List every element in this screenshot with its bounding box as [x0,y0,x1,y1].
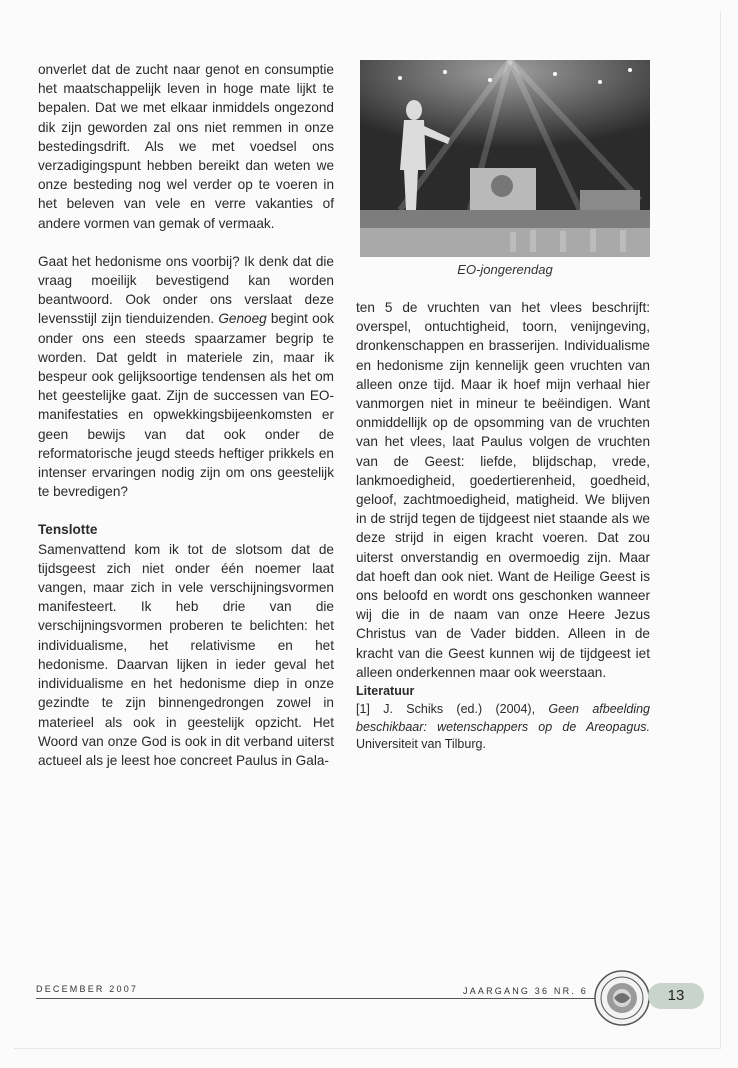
stage-photo-graphic [360,60,650,257]
paragraph-conclusion: Samenvattend kom ik tot de slotsom dat de tijdsgeest zich niet onder één noemer laat vangen, maar zich in vele verschijningsvormen manifesteert. Ik heb drie van die verschijningsvormen proberen te belichten: het individualisme, het relativisme en het hedonisme. Daarvan lijken in ieder geval het individualisme en het hedonisme diep in onze gezindte te zijn binnengedrongen zowel in materieel als ook in geestelijk opzicht. Het Woord van onze God is ook in dit verband uiterst actueel als je leest hoe concreet Paulus in Gala- [38,541,334,768]
literature-author: [1] J. Schiks (ed.) (2004), [356,702,549,717]
photo-caption: EO-jongerendag [457,262,553,277]
paragraph-consumption: onverlet dat de zucht naar genot en consumptie het maatschappelijk leven in hoge mate lijkt te bepalen. Dat we met elkaar inmiddels ongezond dik zijn geworden zal ons niet remmen in onze bestedingsdrift. Als we met voedsel ons verzadigingspunt hebben bereikt dan weten we onze besteding nog wel verder op te voeren in het beleven van vele en verre vakanties of andere vormen van gemak of vermaak. [38,62,334,231]
literature-reference [356,701,650,754]
right-column [356,298,650,754]
literature-publisher: Universiteit van Tilburg. [356,737,486,752]
footer-date: DECEMBER 2007 [36,984,139,994]
paragraph-hedonism [38,252,334,502]
concert-photo [360,60,650,257]
section-heading-tenslotte: Tenslotte [38,522,98,538]
literature-title: Geen afbeelding beschikbaar: wetenschappers op de Areopagus. [356,702,651,734]
paragraph-galatians: ten 5 de vruchten van het vlees beschrijft: overspel, ontuchtigheid, toorn, venijngeving, dronkenschappen en brasserijen. Individualisme en hedonisme zijn kennelijk geen vruchten van alleen onze tijd. Maar ik hoef mijn verhaal hier vanmorgen niet in mineur te beëindigen. Want onmiddellijk op de opsomming van de vruchten van het vlees, laat Paulus volgen de vruchten van de Geest: liefde, blijdschap, vrede, lankmoedigheid, goedertierenheid, goedheid, geloof, zachtmoedigheid, matigheid. We blijven in de strijd tegen de tijdgeest niet staande als we deze strijd in eigen kracht voeren. Dat zou uiterst onverstandig en overmoedig zijn. Maar dat hoeft dan ook niet. Want de Heilige Geest is ons beloofd en wordt ons geschonken wanneer wij die in de naam van onze Heere Jezus Christus van de Vader bidden. Alleen in de kracht van die Geest kunnen wij de tijdgeest iet alleen onderkennen maar ook weerstaan. [356,300,650,680]
page-number: 13 [648,983,704,1009]
paragraph-hedonism-part2: begint ook onder ons een steeds spaarzamer begrip te worden. Dat geldt in materiele zin, maar ik bespeur ook gelijksoortige tendensen als het om het geestelijke gaat. Zijn de successen van EO-manifestaties en opwekkingsbijeenkomsten er geen bewijs van dat ook onder de reformatorische jeugd steeds heftiger prikkels en intenser ervaringen nodig zijn om ons geestelijk te bevredigen? [38,311,335,500]
emphasis-genoeg: Genoeg [218,311,267,327]
paragraph-hedonism-part1: Gaat het hedonisme ons voorbij? Ik denk dat die vraag moeilijk bevestigend kan worden beantwoord. Ook onder ons verslaat deze levensstijl zijn tienduizenden. [38,253,334,327]
left-column [38,60,334,770]
footer-volume: JAARGANG 36 NR. 6 [463,986,588,996]
literature-heading: Literatuur [356,684,415,699]
footer-divider [36,998,616,999]
seal-icon [594,970,650,1026]
